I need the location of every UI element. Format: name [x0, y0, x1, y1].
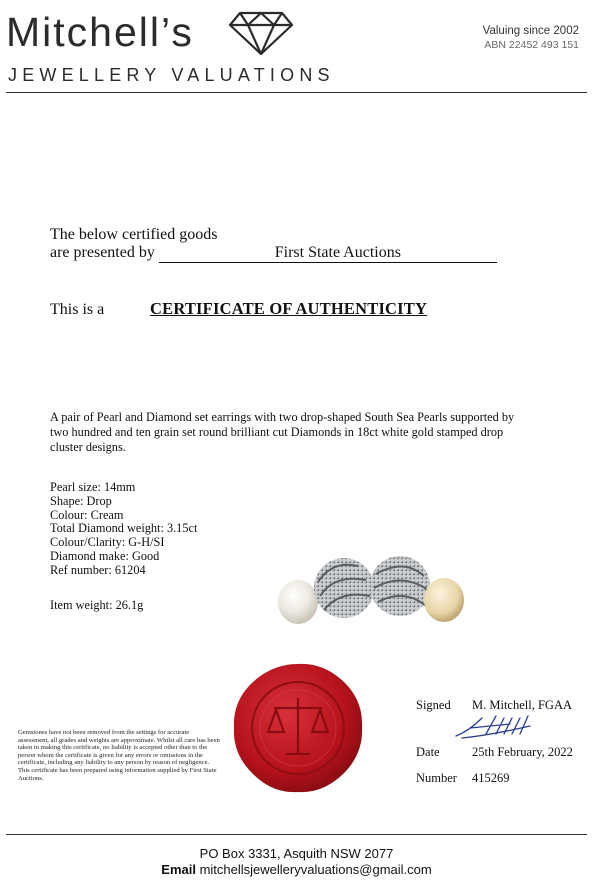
- header-divider: [6, 92, 587, 93]
- abn-number: ABN 22452 493 151: [484, 39, 579, 51]
- spec-colour: Colour: Cream: [50, 507, 124, 522]
- signature-mark: [452, 712, 536, 740]
- footer-email-row: [0, 862, 593, 878]
- tagline-text: Valuing since 2002: [482, 25, 579, 37]
- presented-by-block: [50, 226, 497, 263]
- certificate-prefix: This is a: [50, 301, 105, 318]
- number-label: Number: [416, 771, 457, 785]
- signed-label: Signed: [416, 698, 451, 712]
- spec-diamond-weight: Total Diamond weight: 3.15ct: [50, 521, 198, 536]
- brand-name: Mitchell’s: [6, 9, 194, 55]
- spec-shape: Shape: Drop: [50, 493, 112, 508]
- footer-address: PO Box 3331, Asquith NSW 2077: [199, 846, 394, 861]
- pearl-left: [278, 580, 318, 624]
- spec-ref-number: Ref number: 61204: [50, 562, 146, 577]
- spec-pearl-size: Pearl size: 14mm: [50, 480, 136, 494]
- diamond-icon: [228, 10, 294, 56]
- brand-subtitle: JEWELLERY VALUATIONS: [8, 65, 335, 85]
- date-label: Date: [416, 745, 440, 759]
- diamond-cluster-right: [370, 556, 430, 616]
- diamond-cluster-left: [314, 558, 374, 618]
- number-value: 415269: [472, 771, 510, 785]
- disclaimer-text: Gemstones have not been removed from the settings for accurate assessment, all grades and weights are approximate. Whilst all care has been taken in making this certificate, no liability is accepted other than to the person whom the certificate is given for any errors or omissions in the certificate, including any liability to any person by reason of negligence. This certificate has been prepared using information supplied by First State Auctions.: [18, 729, 220, 782]
- email-link[interactable]: mitchellsjewelleryvaluations@gmail.com: [199, 862, 432, 877]
- spec-colour-clarity: Colour/Clarity: G-H/SI: [50, 535, 165, 550]
- item-weight: Item weight: 26.1g: [50, 598, 144, 612]
- date-value: 25th February, 2022: [472, 745, 573, 759]
- specs-list: [50, 481, 197, 578]
- email-label: Email: [161, 862, 196, 877]
- certificate-title: CERTIFICATE OF AUTHENTICITY: [150, 299, 428, 318]
- signed-value: M. Mitchell, FGAA: [472, 698, 572, 712]
- presented-by-label: are presented by: [50, 244, 155, 261]
- wax-seal-icon: [232, 662, 364, 794]
- footer-divider: [6, 834, 587, 835]
- intro-line: The below certified goods: [50, 226, 218, 243]
- spec-diamond-make: Diamond make: Good: [50, 548, 160, 563]
- earrings-photo: [276, 552, 466, 634]
- pearl-right: [424, 578, 464, 622]
- presenter-name: First State Auctions: [159, 244, 497, 263]
- header-tagline: [483, 24, 579, 52]
- item-description: A pair of Pearl and Diamond set earrings with two drop-shaped South Sea Pearls supported by two hundred and ten grain set round brilliant cut Diamonds in 18ct white gold stamped drop cluster designs.: [50, 410, 515, 454]
